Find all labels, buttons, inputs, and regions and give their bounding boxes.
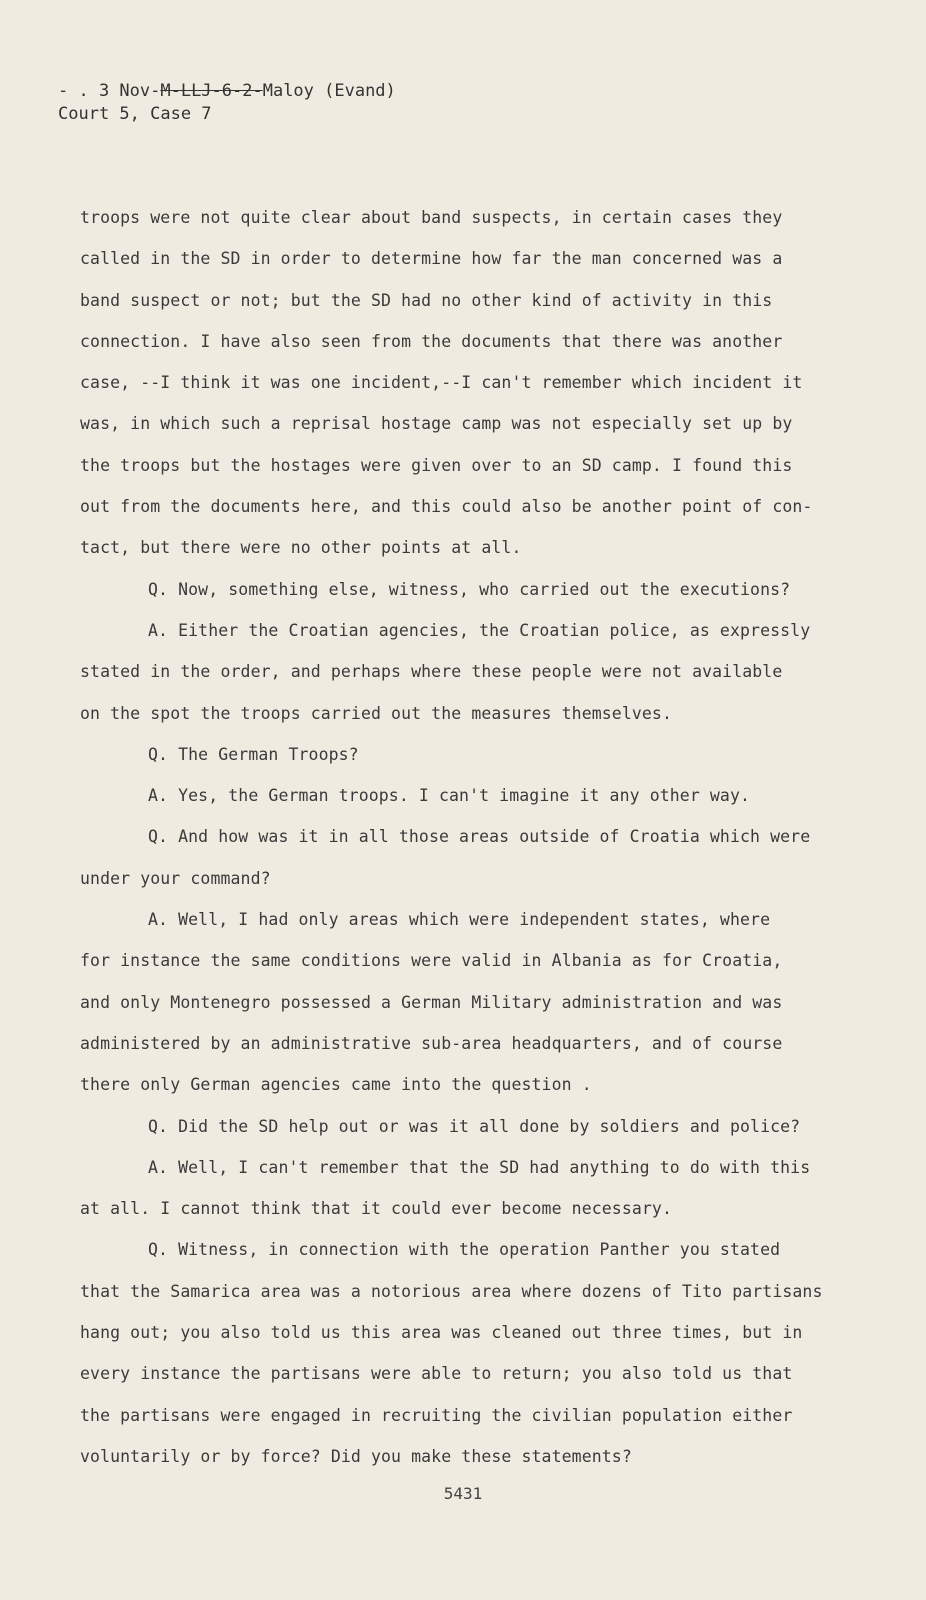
transcript-line: A. Yes, the German troops. I can't imagine it any other way.	[148, 786, 751, 806]
header-line-2: Court 5, Case 7	[58, 104, 212, 124]
transcript-line: at all. I cannot think that it could ever become necessary.	[80, 1199, 672, 1219]
transcript-line: out from the documents here, and this could also be another point of con-	[80, 497, 813, 517]
transcript-line: for instance the same conditions were valid in Albania as for Croatia,	[80, 951, 783, 971]
transcript-line: stated in the order, and perhaps where these people were not available	[80, 662, 783, 682]
transcript-line: every instance the partisans were able to return; you also told us that	[80, 1364, 793, 1384]
page-number: 5431	[443, 1484, 483, 1503]
transcript-line: tact, but there were no other points at all.	[80, 538, 522, 558]
transcript-line: under your command?	[80, 868, 271, 888]
transcript-line: the troops but the hostages were given over to an SD camp. I found this	[80, 455, 793, 475]
transcript-body	[80, 197, 870, 1477]
transcript-line: troops were not quite clear about band suspects, in certain cases they	[80, 208, 783, 227]
transcript-line: A. Either the Croatian agencies, the Croatian police, as expressly	[148, 620, 811, 640]
transcript-line: connection. I have also seen from the documents that there was another	[80, 331, 783, 351]
transcript-line: Q. Witness, in connection with the operation Panther you stated	[148, 1240, 781, 1260]
transcript-line: band suspect or not; but the SD had no other kind of activity in this	[80, 290, 773, 310]
transcript-line: the partisans were engaged in recruiting the civilian population either	[80, 1405, 793, 1425]
header-line-1	[58, 80, 396, 103]
transcript-line: Q. The German Troops?	[148, 744, 359, 764]
header-prefix: - . 3 Nov-	[58, 81, 161, 101]
transcript-line: Q. Did the SD help out or was it all done by soldiers and police?	[148, 1116, 801, 1136]
transcript-line: A. Well, I had only areas which were independent states, where	[148, 910, 771, 930]
transcript-line: Q. And how was it in all those areas outside of Croatia which were	[148, 827, 811, 847]
document-header	[58, 80, 396, 126]
transcript-line: on the spot the troops carried out the measures themselves.	[80, 703, 672, 723]
transcript-line: A. Well, I can't remember that the SD had anything to do with this	[148, 1157, 811, 1177]
transcript-line: there only German agencies came into the question .	[80, 1075, 592, 1095]
transcript-line: was, in which such a reprisal hostage camp was not especially set up by	[80, 414, 793, 434]
transcript-line: voluntarily or by force? Did you make these statements?	[80, 1446, 632, 1466]
transcript-line: administered by an administrative sub-area headquarters, and of course	[80, 1033, 783, 1053]
header-name: Maloy (Evand)	[262, 81, 396, 101]
header-struck-text: M-LLJ-6-2-	[160, 81, 263, 101]
transcript-line: Q. Now, something else, witness, who carried out the executions?	[148, 579, 791, 599]
transcript-line: case, --I think it was one incident,--I can't remember which incident it	[80, 373, 803, 393]
transcript-line: hang out; you also told us this area was cleaned out three times, but in	[80, 1323, 803, 1343]
transcript-line: and only Montenegro possessed a German Military administration and was	[80, 992, 783, 1012]
transcript-line: that the Samarica area was a notorious area where dozens of Tito partisans	[80, 1281, 823, 1301]
transcript-line: called in the SD in order to determine how far the man concerned was a	[80, 249, 783, 269]
